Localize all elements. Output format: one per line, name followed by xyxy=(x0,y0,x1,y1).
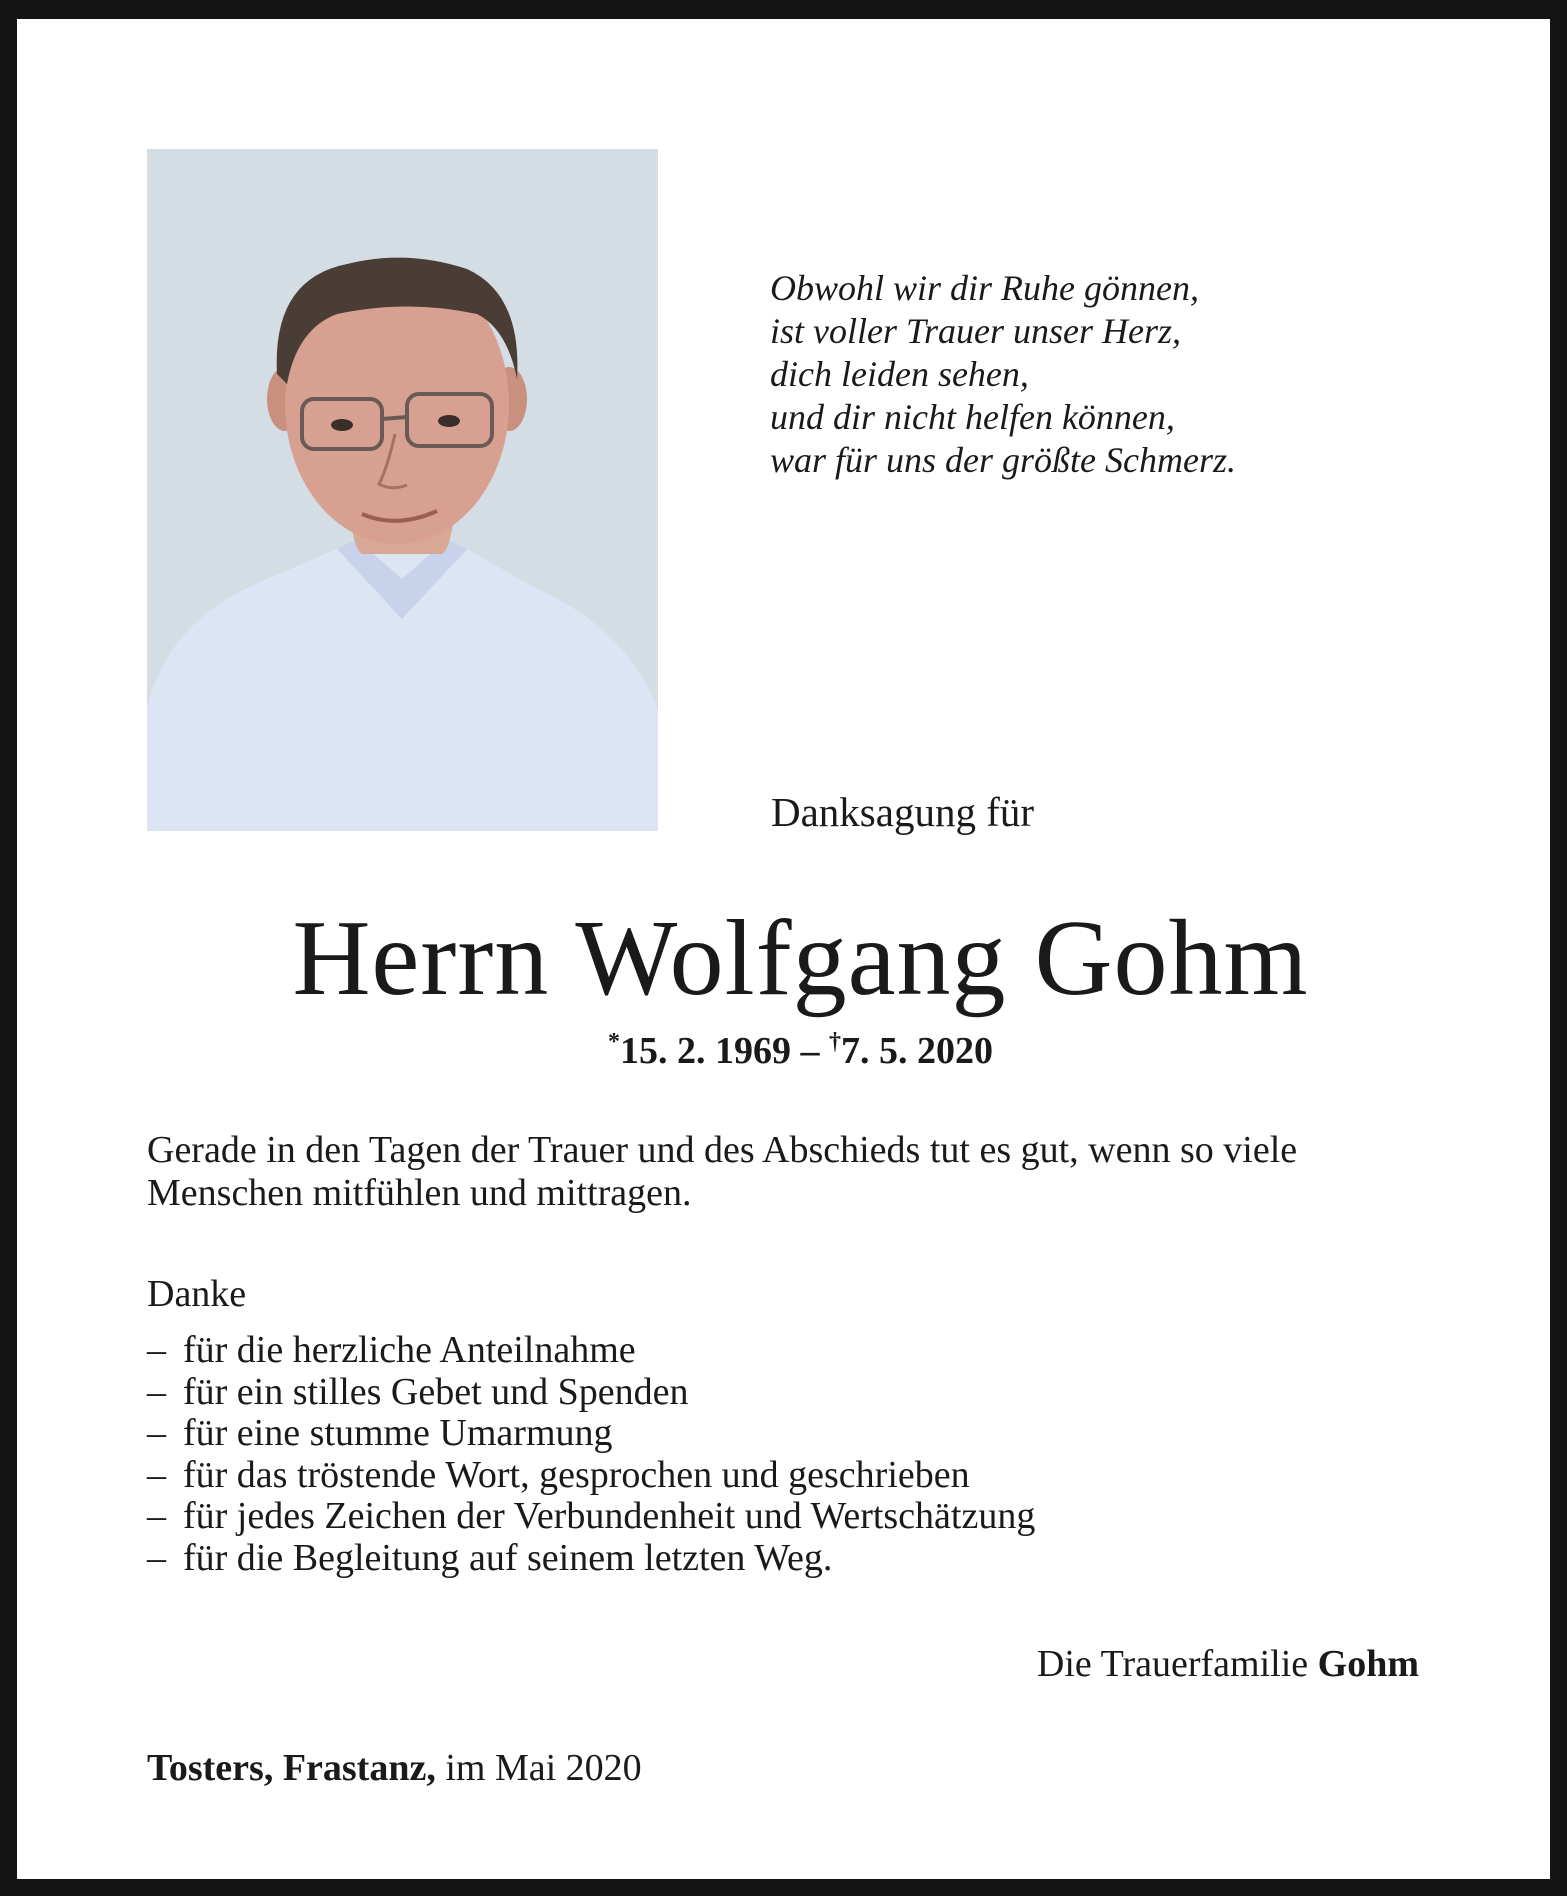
thanks-list xyxy=(147,1330,1035,1579)
poem xyxy=(770,267,1236,482)
list-item xyxy=(147,1496,1035,1538)
list-item-text: für die herzliche Anteilnahme xyxy=(183,1329,636,1371)
death-symbol: † xyxy=(829,1029,841,1055)
portrait-photo xyxy=(147,149,658,831)
portrait-illustration xyxy=(147,149,658,831)
list-dash: – xyxy=(147,1453,166,1496)
list-item xyxy=(147,1455,1035,1497)
body-line: Gerade in den Tagen der Trauer und des Abschieds tut es gut, wenn so viele xyxy=(147,1129,1298,1171)
body-paragraph xyxy=(147,1129,1297,1215)
poem-line: Obwohl wir dir Ruhe gönnen, xyxy=(770,268,1199,308)
intro-text: Danksagung für xyxy=(771,789,1035,835)
list-item xyxy=(147,1372,1035,1414)
list-item xyxy=(147,1538,1035,1580)
list-item-text: für ein stilles Gebet und Spenden xyxy=(183,1370,689,1413)
list-dash: – xyxy=(147,1536,166,1579)
place-names: Tosters, Frastanz, xyxy=(147,1747,436,1789)
list-item-text: für eine stumme Umarmung xyxy=(183,1412,613,1454)
list-dash: – xyxy=(147,1495,166,1537)
signature-prefix: Die Trauerfamilie xyxy=(1036,1643,1318,1685)
body-line: Menschen mitfühlen und mittragen. xyxy=(147,1172,692,1214)
list-item-text: für das tröstende Wort, gesprochen und geschrieben xyxy=(183,1453,970,1496)
list-item-text: für jedes Zeichen der Verbundenheit und Wertschätzung xyxy=(183,1495,1036,1537)
poem-line: war für uns der größte Schmerz. xyxy=(770,440,1236,480)
deceased-name: Herrn Wolfgang Gohm xyxy=(292,899,1309,1018)
list-item xyxy=(147,1330,1035,1372)
family-name: Gohm xyxy=(1317,1643,1419,1685)
birth-symbol: * xyxy=(608,1029,620,1055)
list-dash: – xyxy=(147,1329,166,1371)
poem-line: dich leiden sehen, xyxy=(770,354,1029,394)
date-separator: – xyxy=(791,1030,829,1072)
list-item xyxy=(147,1413,1035,1455)
birth-date: 15. 2. 1969 xyxy=(620,1030,791,1072)
list-dash: – xyxy=(147,1370,166,1413)
list-dash: – xyxy=(147,1412,166,1454)
place-and-date xyxy=(147,1745,642,1791)
notice-date: im Mai 2020 xyxy=(435,1747,642,1789)
poem-line: ist voller Trauer unser Herz, xyxy=(770,311,1182,351)
family-signature xyxy=(1037,1641,1419,1687)
list-item-text: für die Begleitung auf seinem letzten Weg. xyxy=(183,1536,833,1579)
thanks-heading: Danke xyxy=(147,1273,247,1315)
poem-line: und dir nicht helfen können, xyxy=(770,397,1175,437)
life-dates xyxy=(17,1027,1567,1075)
death-date: 7. 5. 2020 xyxy=(841,1030,993,1072)
